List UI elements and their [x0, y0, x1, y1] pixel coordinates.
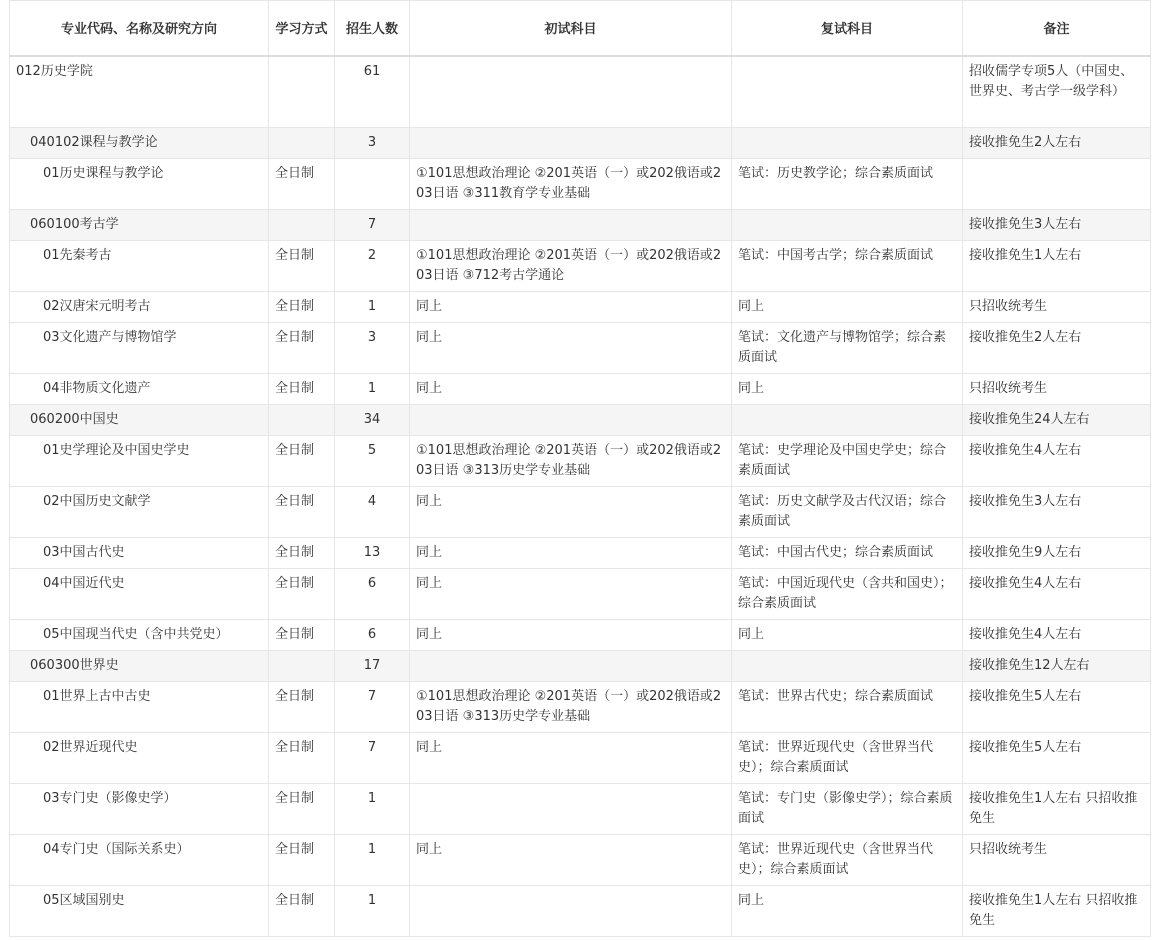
table-row — [10, 682, 1151, 733]
cell-retest: 同上 — [732, 292, 963, 323]
cell-count: 3 — [335, 128, 410, 159]
cell-count: 1 — [335, 886, 410, 937]
cell-count: 6 — [335, 620, 410, 651]
cell-remark: 接收推免生1人左右 只招收推免生 — [963, 784, 1151, 835]
table-row — [10, 323, 1151, 374]
cell-name: 040102课程与教学论 — [10, 128, 269, 159]
cell-retest: 笔试：历史教学论；综合素质面试 — [732, 159, 963, 210]
table-row — [10, 784, 1151, 835]
cell-name: 04专门史（国际关系史） — [10, 835, 269, 886]
cell-retest — [732, 405, 963, 436]
cell-initial-exam — [410, 56, 732, 128]
cell-count: 3 — [335, 323, 410, 374]
cell-remark: 只招收统考生 — [963, 292, 1151, 323]
table-row — [10, 835, 1151, 886]
cell-mode: 全日制 — [269, 886, 335, 937]
table-header-row — [10, 1, 1151, 57]
cell-mode: 全日制 — [269, 569, 335, 620]
cell-retest: 同上 — [732, 620, 963, 651]
cell-initial-exam: 同上 — [410, 292, 732, 323]
cell-mode: 全日制 — [269, 733, 335, 784]
header-mode: 学习方式 — [269, 1, 335, 57]
cell-mode: 全日制 — [269, 436, 335, 487]
table-row — [10, 241, 1151, 292]
cell-name: 03中国古代史 — [10, 538, 269, 569]
cell-retest: 同上 — [732, 886, 963, 937]
header-count: 招生人数 — [335, 1, 410, 57]
cell-name: 01先秦考古 — [10, 241, 269, 292]
table-row — [10, 405, 1151, 436]
cell-mode: 全日制 — [269, 323, 335, 374]
header-name: 专业代码、名称及研究方向 — [10, 1, 269, 57]
cell-remark: 招收儒学专项5人（中国史、世界史、考古学一级学科） — [963, 56, 1151, 128]
cell-remark: 接收推免生5人左右 — [963, 733, 1151, 784]
cell-initial-exam: 同上 — [410, 487, 732, 538]
cell-remark: 接收推免生4人左右 — [963, 569, 1151, 620]
header-initial-exam: 初试科目 — [410, 1, 732, 57]
cell-mode — [269, 210, 335, 241]
cell-name: 01历史课程与教学论 — [10, 159, 269, 210]
cell-remark: 接收推免生1人左右 — [963, 241, 1151, 292]
cell-remark: 接收推免生2人左右 — [963, 128, 1151, 159]
cell-count — [335, 159, 410, 210]
cell-initial-exam: 同上 — [410, 374, 732, 405]
cell-mode — [269, 651, 335, 682]
table-row — [10, 128, 1151, 159]
cell-retest: 笔试：史学理论及中国史学史；综合素质面试 — [732, 436, 963, 487]
cell-initial-exam: ①101思想政治理论 ②201英语（一）或202俄语或203日语 ③712考古学通论 — [410, 241, 732, 292]
cell-remark: 只招收统考生 — [963, 374, 1151, 405]
cell-retest: 笔试：世界近现代史（含世界当代史）；综合素质面试 — [732, 733, 963, 784]
cell-count: 6 — [335, 569, 410, 620]
cell-count: 7 — [335, 682, 410, 733]
cell-mode — [269, 56, 335, 128]
cell-retest: 笔试：历史文献学及古代汉语；综合素质面试 — [732, 487, 963, 538]
cell-count: 7 — [335, 733, 410, 784]
header-remark: 备注 — [963, 1, 1151, 57]
table-row — [10, 210, 1151, 241]
cell-retest — [732, 128, 963, 159]
header-retest: 复试科目 — [732, 1, 963, 57]
cell-count: 17 — [335, 651, 410, 682]
cell-retest — [732, 56, 963, 128]
cell-name: 060100考古学 — [10, 210, 269, 241]
cell-retest: 笔试：文化遗产与博物馆学；综合素质面试 — [732, 323, 963, 374]
cell-name: 04非物质文化遗产 — [10, 374, 269, 405]
cell-retest: 笔试：世界古代史；综合素质面试 — [732, 682, 963, 733]
cell-initial-exam: 同上 — [410, 569, 732, 620]
cell-mode: 全日制 — [269, 835, 335, 886]
cell-name: 05区域国别史 — [10, 886, 269, 937]
cell-remark: 接收推免生1人左右 只招收推免生 — [963, 886, 1151, 937]
cell-initial-exam — [410, 886, 732, 937]
cell-retest: 笔试：中国近现代史（含共和国史）；综合素质面试 — [732, 569, 963, 620]
cell-count: 1 — [335, 835, 410, 886]
table-row — [10, 733, 1151, 784]
cell-retest: 笔试：中国古代史；综合素质面试 — [732, 538, 963, 569]
cell-name: 03专门史（影像史学） — [10, 784, 269, 835]
cell-name: 03文化遗产与博物馆学 — [10, 323, 269, 374]
cell-mode — [269, 405, 335, 436]
table-row — [10, 487, 1151, 538]
cell-count: 7 — [335, 210, 410, 241]
table-row — [10, 538, 1151, 569]
cell-mode: 全日制 — [269, 784, 335, 835]
admissions-table — [9, 0, 1151, 937]
cell-remark: 接收推免生3人左右 — [963, 487, 1151, 538]
cell-name: 060200中国史 — [10, 405, 269, 436]
cell-initial-exam — [410, 405, 732, 436]
cell-mode: 全日制 — [269, 682, 335, 733]
cell-retest: 笔试：中国考古学；综合素质面试 — [732, 241, 963, 292]
cell-remark: 接收推免生2人左右 — [963, 323, 1151, 374]
cell-count: 1 — [335, 784, 410, 835]
cell-name: 060300世界史 — [10, 651, 269, 682]
cell-initial-exam — [410, 784, 732, 835]
cell-count: 13 — [335, 538, 410, 569]
cell-retest: 同上 — [732, 374, 963, 405]
cell-name: 02汉唐宋元明考古 — [10, 292, 269, 323]
cell-mode: 全日制 — [269, 159, 335, 210]
cell-count: 61 — [335, 56, 410, 128]
cell-remark: 只招收统考生 — [963, 835, 1151, 886]
table-row — [10, 651, 1151, 682]
cell-count: 5 — [335, 436, 410, 487]
cell-count: 34 — [335, 405, 410, 436]
cell-name: 012历史学院 — [10, 56, 269, 128]
table-row — [10, 886, 1151, 937]
cell-initial-exam: ①101思想政治理论 ②201英语（一）或202俄语或203日语 ③313历史学专业基础 — [410, 682, 732, 733]
cell-initial-exam: ①101思想政治理论 ②201英语（一）或202俄语或203日语 ③313历史学专业基础 — [410, 436, 732, 487]
cell-retest: 笔试：世界近现代史（含世界当代史）；综合素质面试 — [732, 835, 963, 886]
cell-count: 4 — [335, 487, 410, 538]
cell-initial-exam: 同上 — [410, 620, 732, 651]
table-row — [10, 569, 1151, 620]
cell-name: 01世界上古中古史 — [10, 682, 269, 733]
cell-remark: 接收推免生3人左右 — [963, 210, 1151, 241]
cell-mode: 全日制 — [269, 292, 335, 323]
cell-initial-exam: 同上 — [410, 538, 732, 569]
cell-initial-exam: 同上 — [410, 323, 732, 374]
cell-count: 1 — [335, 292, 410, 323]
cell-remark: 接收推免生4人左右 — [963, 620, 1151, 651]
cell-mode: 全日制 — [269, 620, 335, 651]
cell-initial-exam — [410, 128, 732, 159]
table-row — [10, 56, 1151, 128]
cell-mode: 全日制 — [269, 241, 335, 292]
cell-initial-exam: 同上 — [410, 835, 732, 886]
cell-retest: 笔试：专门史（影像史学）；综合素质面试 — [732, 784, 963, 835]
cell-mode — [269, 128, 335, 159]
cell-mode: 全日制 — [269, 487, 335, 538]
cell-remark — [963, 159, 1151, 210]
cell-remark: 接收推免生24人左右 — [963, 405, 1151, 436]
cell-retest — [732, 651, 963, 682]
cell-initial-exam: ①101思想政治理论 ②201英语（一）或202俄语或203日语 ③311教育学专业基础 — [410, 159, 732, 210]
table-row — [10, 620, 1151, 651]
cell-retest — [732, 210, 963, 241]
cell-name: 04中国近代史 — [10, 569, 269, 620]
cell-remark: 接收推免生9人左右 — [963, 538, 1151, 569]
table-row — [10, 436, 1151, 487]
cell-initial-exam: 同上 — [410, 733, 732, 784]
table-row — [10, 374, 1151, 405]
cell-remark: 接收推免生5人左右 — [963, 682, 1151, 733]
cell-name: 05中国现当代史（含中共党史） — [10, 620, 269, 651]
cell-count: 2 — [335, 241, 410, 292]
cell-count: 1 — [335, 374, 410, 405]
cell-initial-exam — [410, 210, 732, 241]
table-row — [10, 292, 1151, 323]
cell-name: 02世界近现代史 — [10, 733, 269, 784]
cell-remark: 接收推免生4人左右 — [963, 436, 1151, 487]
cell-remark: 接收推免生12人左右 — [963, 651, 1151, 682]
cell-name: 02中国历史文献学 — [10, 487, 269, 538]
cell-name: 01史学理论及中国史学史 — [10, 436, 269, 487]
cell-mode: 全日制 — [269, 538, 335, 569]
table-row — [10, 159, 1151, 210]
cell-mode: 全日制 — [269, 374, 335, 405]
cell-initial-exam — [410, 651, 732, 682]
